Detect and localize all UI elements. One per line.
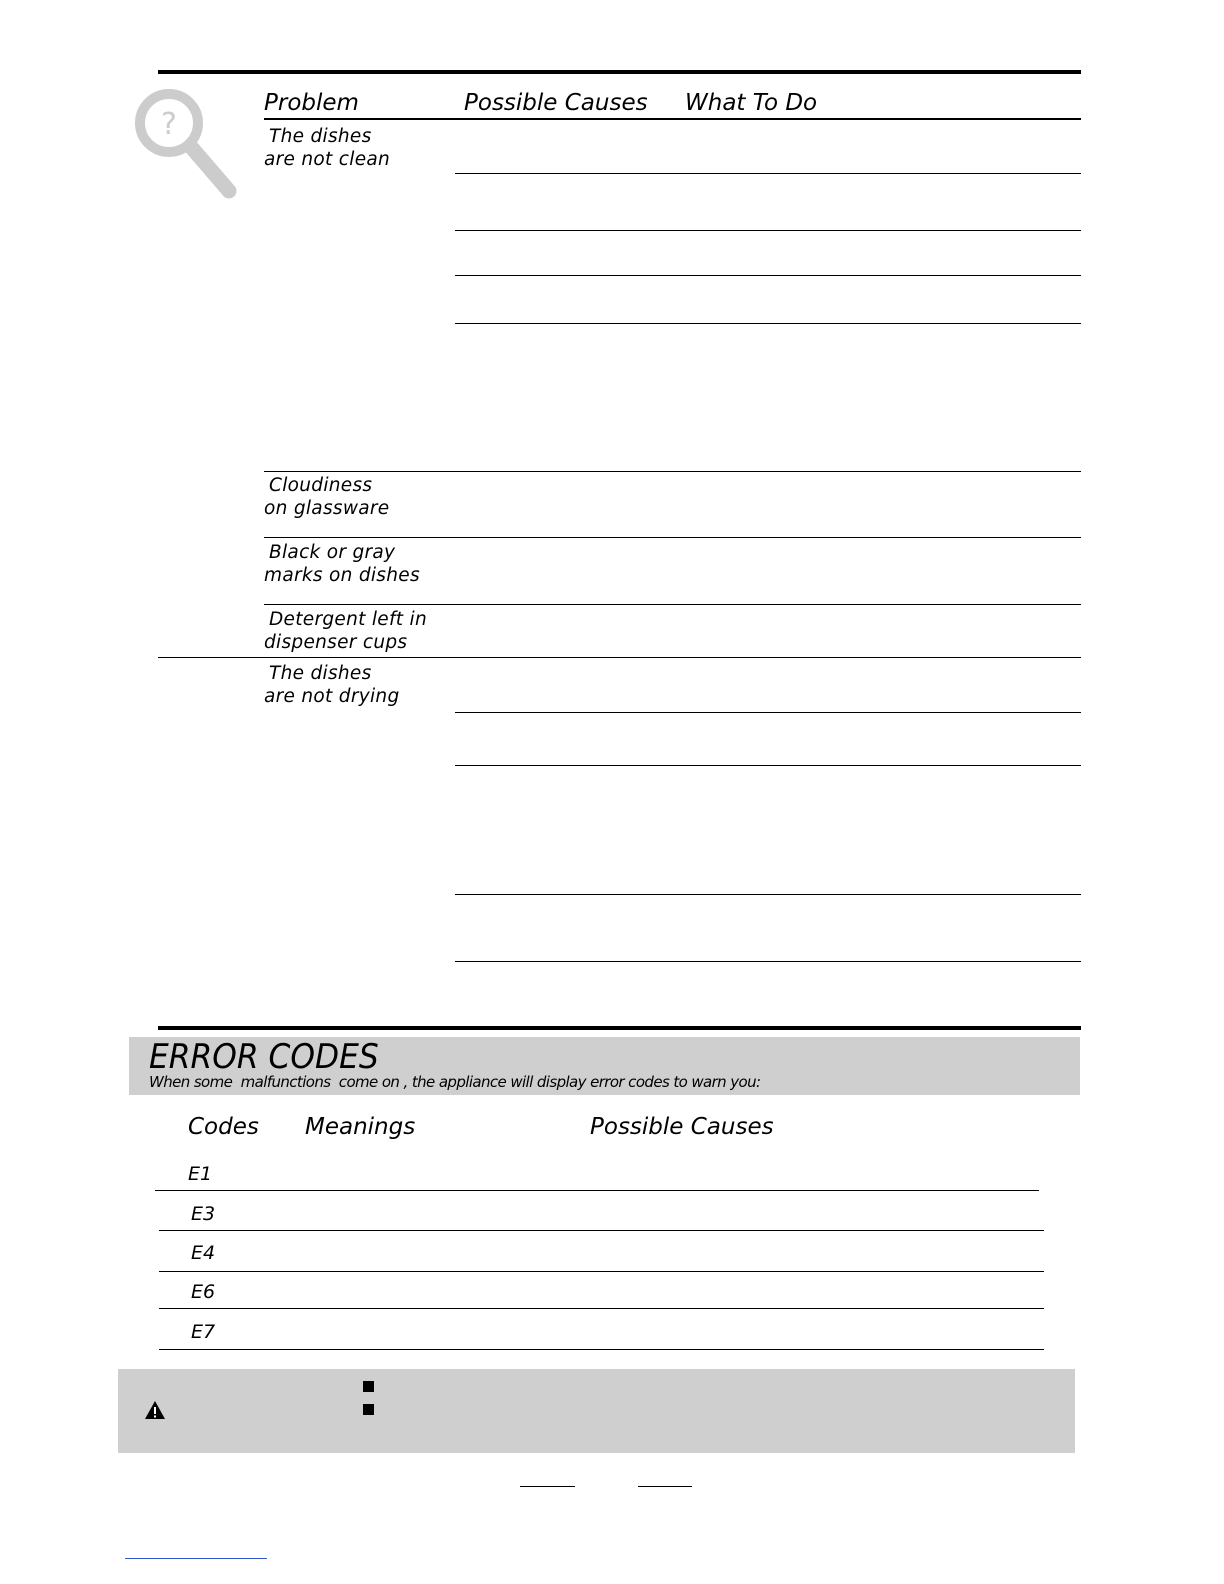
row-divider: [455, 712, 1081, 713]
error-code-e1: E1: [188, 1163, 213, 1185]
warning-icon: [144, 1400, 166, 1420]
row-divider: [455, 323, 1081, 324]
row-divider: [455, 230, 1081, 231]
error-codes-title: ERROR CODES: [149, 1037, 379, 1077]
error-code-e3: E3: [191, 1203, 216, 1225]
error-code-e7: E7: [191, 1321, 216, 1343]
problem-black-gray-marks: [264, 541, 420, 587]
magnifier-question-icon: [132, 86, 244, 204]
problem-line: are not clean: [264, 149, 391, 170]
row-divider: [264, 537, 1081, 538]
problem-line: on glassware: [264, 498, 390, 519]
row-divider: [455, 961, 1081, 962]
header-codes: Codes: [188, 1114, 259, 1140]
top-rule: [158, 70, 1081, 74]
error-codes-subtitle: When some malfunctions come on , the appliance will display error codes to warn you:: [149, 1073, 761, 1091]
row-divider: [455, 275, 1081, 276]
error-code-e4: E4: [191, 1242, 216, 1264]
header-problem: Problem: [264, 90, 359, 116]
row-divider: [159, 1349, 1044, 1350]
header-rule: [264, 118, 1081, 120]
row-divider: [264, 604, 1081, 605]
square-bullet-icon: [363, 1381, 374, 1392]
svg-text:?: ?: [161, 107, 177, 142]
problem-dishes-not-clean: [264, 125, 390, 171]
row-divider: [455, 173, 1081, 174]
problem-detergent-left: [264, 608, 427, 654]
square-bullet-icon: [363, 1404, 374, 1415]
warning-band: [118, 1369, 1075, 1453]
footer-link-underline[interactable]: [125, 1558, 267, 1559]
problem-line: Detergent left in: [269, 609, 427, 630]
problem-cloudiness: [264, 474, 389, 520]
problem-line: are not drying: [264, 686, 400, 707]
error-code-e6: E6: [191, 1281, 216, 1303]
row-divider: [455, 894, 1081, 895]
row-divider: [159, 1271, 1044, 1272]
header-meanings: Meanings: [305, 1114, 416, 1140]
footer-mark-left: [520, 1486, 575, 1487]
problem-line: Cloudiness: [269, 475, 373, 496]
header-error-possible-causes: Possible Causes: [590, 1114, 774, 1140]
problem-line: marks on dishes: [264, 565, 420, 586]
row-divider: [159, 1230, 1044, 1231]
problem-line: The dishes: [269, 126, 372, 147]
section-divider: [158, 657, 1081, 658]
row-divider: [455, 765, 1081, 766]
error-codes-rule: [158, 1026, 1081, 1030]
footer-mark-right: [638, 1486, 692, 1487]
problem-line: dispenser cups: [264, 632, 408, 653]
problem-line: The dishes: [269, 663, 372, 684]
problem-line: Black or gray: [269, 542, 396, 563]
error-codes-band: [129, 1037, 1080, 1095]
row-divider: [264, 471, 1081, 472]
problem-dishes-not-drying: [264, 662, 400, 708]
header-possible-causes: Possible Causes: [464, 90, 648, 116]
row-divider: [159, 1308, 1044, 1309]
row-divider: [155, 1190, 1039, 1191]
header-what-to-do: What To Do: [685, 90, 818, 116]
